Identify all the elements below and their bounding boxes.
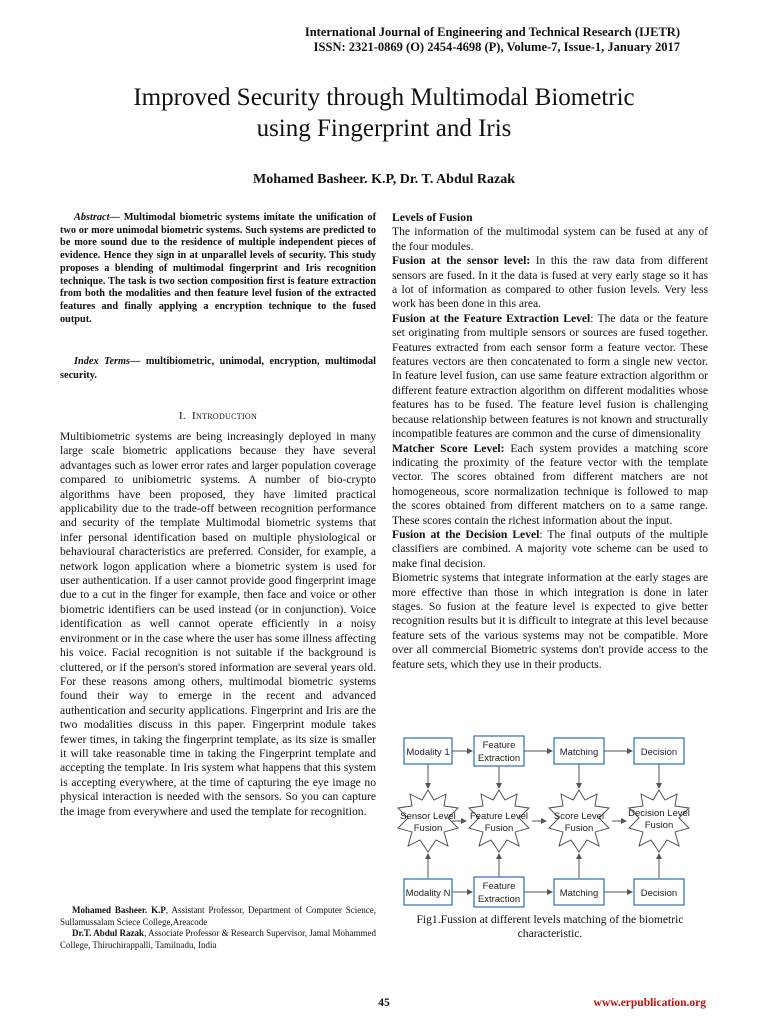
svg-text:Score Level: Score Level bbox=[553, 811, 605, 822]
levels-text: The information of the multimodal system can be fused at any of the four modules. bbox=[392, 225, 708, 253]
footnote-author-2: Dr.T. Abdul Razak, Associate Professor & Research Supervisor, Jamal Mohammed College, Thiruchirappalli, Tamilnadu, India bbox=[60, 928, 377, 950]
svg-text:Fusion: Fusion bbox=[484, 823, 514, 834]
svg-text:Fusion: Fusion bbox=[644, 820, 674, 831]
levels-heading: Levels of Fusion bbox=[392, 211, 473, 224]
section-title: Introduction bbox=[192, 410, 258, 422]
label-decision-bottom: Decision bbox=[640, 888, 678, 899]
index-terms: Index Terms— multibiometric, unimodal, encryption, multimodal security. bbox=[60, 356, 376, 381]
svg-text:Fusion: Fusion bbox=[413, 823, 443, 834]
index-terms-label: Index Terms bbox=[74, 356, 131, 367]
biometric-paragraph: Biometric systems that integrate information at the early stages are more effective than those in which integration is done in later stages. So fusion at the feature level is expected to give better recognition results but it is difficult to integrate at this level because feature sets of the various systems may not be compatible. More over all commercial Biometric systems don't provide access to the feature sets, which they use in their products. bbox=[392, 571, 708, 671]
abstract-label: Abstract bbox=[74, 212, 110, 223]
journal-header: International Journal of Engineering and Technical Research (IJETR) bbox=[304, 25, 680, 39]
title-line-1: Improved Security through Multimodal Biometric bbox=[133, 84, 635, 111]
arrows bbox=[428, 751, 659, 892]
footnote-author-1: Mohamed Basheer. K.P, Assistant Professor, Department of Computer Science, Sullamussalam Sciece College,Areacode bbox=[60, 905, 376, 927]
index-terms-text: multibiometric, unimodal, encryption, multimodal security. bbox=[60, 356, 376, 381]
label-modality-n: Modality N bbox=[405, 888, 451, 899]
svg-text:Decision Level: Decision Level bbox=[628, 808, 690, 819]
paper-title bbox=[0, 82, 768, 144]
right-column bbox=[392, 211, 708, 672]
label-decision-top: Decision bbox=[640, 747, 678, 758]
section-heading: I. Introduction bbox=[178, 410, 258, 422]
svg-text:Sensor Level: Sensor Level bbox=[400, 811, 456, 822]
intro-paragraph: Multibiometric systems are being increasingly deployed in many large scale biometric applications because they have several advantages such as lower error rates and larger population coverage compared to unibiometric systems. A number of bio-crypto algorithms have been proposed, they have limited practical applicability due to the trade-off between recognition performance and security of the template Multimodal biometric systems that infer personal identification based on multiple physiological or behavioural characteristics are preferred. Consider, for example, a network logon application where a biometric system is used for user authentication. If a user cannot provide good fingerprint image due to a cut in the finger for example, then face and voice or other biometric identifiers can be used instead (or in conjunction). Voice identification as well cannot operate efficiently in a noisy environment or in the case where the user has some illness affecting his voice. Facial recognition is not suitable if the background is cluttered, or if the person's stored information are several years old. For these reasons among others, multimodal biometric systems found their way to emerge in the recent and advanced authentication and security applications. Fingerprint and Iris are the two modalities discuss in this paper. Fingerprint module takes fewer times, in taking the fingerprint template, as its size is smaller it will take reasonable time in taking the Fingerprint template and accepting the template. In Iris system what happens that this system is accepting everywhere, at the time of capturing the eye image no physical interaction is needed with the sensors. So you can capture the image from everywhere and used the template for recognition. bbox=[60, 430, 376, 818]
decision-level-paragraph: Fusion at the Decision Level: The final outputs of the multiple classifiers are combined. A majority vote scheme can be used to make final decision. bbox=[392, 527, 708, 570]
authors: Mohamed Basheer. K.P, Dr. T. Abdul Razak bbox=[252, 172, 516, 187]
label-feature-bottom: Feature bbox=[482, 881, 516, 892]
publisher-website: www.erpublication.org bbox=[593, 997, 706, 1009]
page-number: 45 bbox=[378, 997, 390, 1009]
matcher-level-paragraph: Matcher Score Level: Each system provides a matching score indicating the proximity of the feature vector with the template vector. The scores obtained from different matchers are not homogeneous, score normalization technique is followed to map the scores obtained from different matchers on to a same range. These scores contain the richest information about the input. bbox=[392, 441, 708, 527]
fusion-diagram bbox=[392, 728, 712, 910]
abstract-text: Multimodal biometric systems imitate the unification of two or more unimodal biometric systems. Such systems are predicted to be more sound due to the residence of multiple independent pieces of evidence. Hence they sign in at unparallel levels of security. This study proposes a blending of multimodal fingerprint and Iris recognition technique. The task is two section composition first is feature extraction from both the modalities and then feature level fusion of the extracted features and finally applying a encryption technique to the fused output. bbox=[60, 212, 376, 325]
label-matching-top: Matching bbox=[559, 747, 599, 758]
title-line-2: using Fingerprint and Iris bbox=[256, 115, 512, 142]
feature-level-paragraph: Fusion at the Feature Extraction Level: The data or the feature set originating from multiple sensors or sources are fused together. Features extracted from each sensor form a feature vector. These features vectors are then concatenated to form a single new vector. In feature level fusion, can use same feature extraction algorithm or different feature extraction algorithm on different modalities whose features has to be fused. The feature level fusion is challenging because relationship between features is not known and structurally incompatible features are common and the curse of dimensionality bbox=[392, 311, 708, 441]
label-extraction-bottom: Extraction bbox=[477, 894, 521, 905]
label-extraction-top: Extraction bbox=[477, 753, 521, 764]
abstract-dash: — bbox=[109, 212, 124, 223]
label-matching-bottom: Matching bbox=[559, 888, 599, 899]
label-modality-1: Modality 1 bbox=[406, 747, 450, 758]
introduction-body bbox=[60, 430, 376, 819]
abstract bbox=[60, 212, 376, 326]
sensor-level-paragraph: Fusion at the sensor level: In this the raw data from different sensors are fused. In it the data is fused at very early stage so it has a lot of information as compared to other fusion levels. Very less work has been done in this area. bbox=[392, 254, 708, 311]
label-feature-top: Feature bbox=[482, 740, 516, 751]
figure-caption: Fig1.Fussion at different levels matching of the biometric characteristic. bbox=[416, 913, 684, 940]
svg-text:Feature Level: Feature Level bbox=[469, 811, 529, 822]
issn-line: ISSN: 2321-0869 (O) 2454-4698 (P), Volume-7, Issue-1, January 2017 bbox=[313, 40, 680, 54]
footnotes bbox=[60, 905, 376, 951]
svg-text:Fusion: Fusion bbox=[564, 823, 594, 834]
